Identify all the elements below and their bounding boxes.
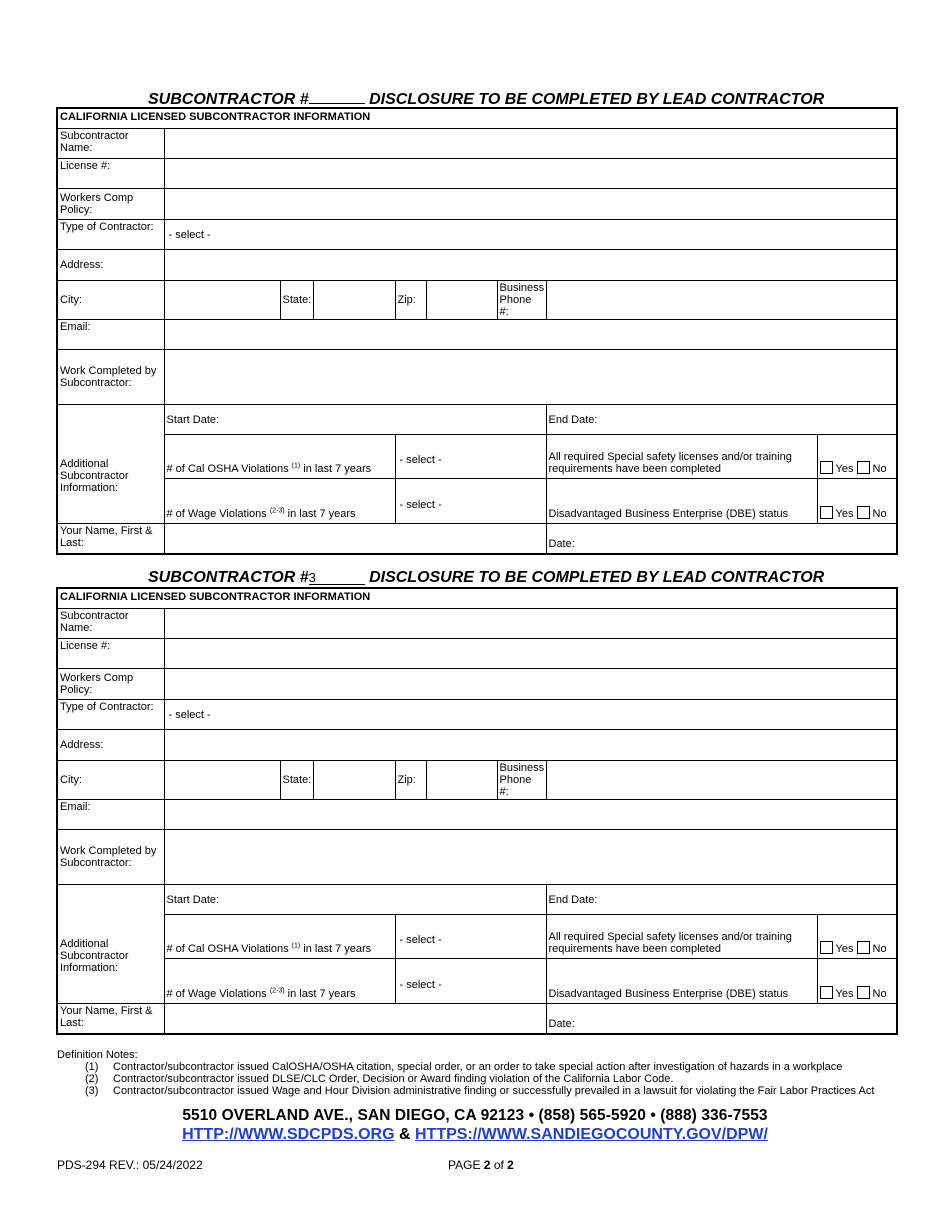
- workers-comp-field[interactable]: [164, 189, 897, 220]
- label-work-completed: Work Completed by Subcontractor:: [57, 350, 164, 405]
- sandiegocounty-dpw-link[interactable]: HTTPS://WWW.SANDIEGOCOUNTY.GOV/DPW/: [415, 1126, 768, 1143]
- label-address: Address:: [57, 250, 164, 281]
- page-number: PAGE 2 of 2: [448, 1158, 514, 1172]
- label-your-name: Your Name, First & Last:: [57, 1004, 164, 1034]
- label-business-phone: Business Phone #:: [497, 281, 546, 320]
- sdcpds-link[interactable]: HTTP://WWW.SDCPDS.ORG: [182, 1126, 395, 1143]
- label-subcontractor-name: Subcontractor Name:: [57, 609, 164, 639]
- your-name-field[interactable]: [164, 524, 546, 554]
- osha-violations-select[interactable]: - select -: [395, 915, 546, 959]
- section-header: CALIFORNIA LICENSED SUBCONTRACTOR INFORMATION: [57, 588, 897, 609]
- form-id: PDS-294 REV.: 05/24/2022: [57, 1158, 203, 1172]
- dbe-no-checkbox[interactable]: [857, 506, 870, 519]
- label-workers-comp: Workers Comp Policy:: [57, 189, 164, 220]
- subcontractor-form-1: [56, 107, 896, 555]
- date-field[interactable]: Date:: [546, 1004, 897, 1034]
- contractor-type-select[interactable]: - select -: [164, 700, 897, 730]
- subcontractor-form-2: [56, 587, 896, 1035]
- definition-notes: [57, 1049, 874, 1097]
- section-2-title: SUBCONTRACTOR #3 DISCLOSURE TO BE COMPLETED BY LEAD CONTRACTOR: [148, 569, 825, 586]
- date-field[interactable]: Date:: [546, 524, 897, 554]
- safety-no-checkbox[interactable]: [857, 461, 870, 474]
- email-field[interactable]: [164, 800, 897, 830]
- label-dbe-status: Disadvantaged Business Enterprise (DBE) status: [546, 959, 817, 1004]
- safety-no-checkbox[interactable]: [857, 941, 870, 954]
- dbe-no-checkbox[interactable]: [857, 986, 870, 999]
- state-field[interactable]: [313, 281, 395, 320]
- label-contractor-type: Type of Contractor:: [57, 220, 164, 250]
- label-workers-comp: Workers Comp Policy:: [57, 669, 164, 700]
- label-email: Email:: [57, 800, 164, 830]
- label-your-name: Your Name, First & Last:: [57, 524, 164, 554]
- contractor-type-select[interactable]: - select -: [164, 220, 897, 250]
- subcontractor-name-field[interactable]: [164, 129, 897, 159]
- zip-field[interactable]: [426, 281, 497, 320]
- license-field[interactable]: [164, 639, 897, 669]
- label-safety-licenses: All required Special safety licenses and/or training requirements have been completed: [546, 435, 817, 479]
- workers-comp-field[interactable]: [164, 669, 897, 700]
- label-zip: Zip:: [395, 281, 426, 320]
- wage-violations-select[interactable]: - select -: [395, 959, 546, 1004]
- office-address: 5510 OVERLAND AVE., SAN DIEGO, CA 92123 • (858) 565-5920 • (888) 336-7553: [182, 1107, 768, 1124]
- label-osha-violations: # of Cal OSHA Violations $^{(1)}$ in last 7 years: [164, 435, 395, 479]
- label-subcontractor-name: Subcontractor Name:: [57, 129, 164, 159]
- work-completed-field[interactable]: [164, 830, 897, 885]
- label-license: License #:: [57, 159, 164, 189]
- license-field[interactable]: [164, 159, 897, 189]
- safety-yes-checkbox[interactable]: [820, 461, 833, 474]
- label-safety-licenses: All required Special safety licenses and/or training requirements have been completed: [546, 915, 817, 959]
- city-field[interactable]: [164, 761, 280, 800]
- start-date-field[interactable]: Start Date:: [164, 885, 546, 915]
- label-address: Address:: [57, 730, 164, 761]
- label-additional-info: Additional Subcontractor Information:: [57, 885, 164, 1004]
- label-osha-violations: # of Cal OSHA Violations $^{(1)}$ in last 7 years: [164, 915, 395, 959]
- subcontractor-number-field[interactable]: 3: [309, 570, 365, 585]
- subcontractor-number-field[interactable]: [309, 89, 365, 104]
- dbe-yes-no: Yes No: [817, 959, 897, 1004]
- safety-yes-no: Yes No: [817, 915, 897, 959]
- end-date-field[interactable]: End Date:: [546, 405, 897, 435]
- section-header: CALIFORNIA LICENSED SUBCONTRACTOR INFORMATION: [57, 108, 897, 129]
- state-field[interactable]: [313, 761, 395, 800]
- label-email: Email:: [57, 320, 164, 350]
- business-phone-field[interactable]: [546, 281, 897, 320]
- zip-field[interactable]: [426, 761, 497, 800]
- subcontractor-name-field[interactable]: [164, 609, 897, 639]
- dbe-yes-checkbox[interactable]: [820, 506, 833, 519]
- label-contractor-type: Type of Contractor:: [57, 700, 164, 730]
- label-city: City:: [57, 761, 164, 800]
- note-item: (2) Contractor/subcontractor issued DLSE/CLC Order, Decision or Award finding violation of the California Labor Code.: [85, 1073, 674, 1085]
- label-city: City:: [57, 281, 164, 320]
- wage-violations-select[interactable]: - select -: [395, 479, 546, 524]
- address-field[interactable]: [164, 250, 897, 281]
- note-item: (1) Contractor/subcontractor issued CalOSHA/OSHA citation, special order, or an order to take special action after investigation of hazards in a workplace: [85, 1061, 843, 1073]
- work-completed-field[interactable]: [164, 350, 897, 405]
- business-phone-field[interactable]: [546, 761, 897, 800]
- label-state: State:: [280, 761, 313, 800]
- email-field[interactable]: [164, 320, 897, 350]
- osha-violations-select[interactable]: - select -: [395, 435, 546, 479]
- label-wage-violations: # of Wage Violations $^{(2-3)}$ in last 7 years: [164, 479, 395, 524]
- label-zip: Zip:: [395, 761, 426, 800]
- safety-yes-checkbox[interactable]: [820, 941, 833, 954]
- label-license: License #:: [57, 639, 164, 669]
- notes-heading: Definition Notes:: [57, 1049, 138, 1061]
- footer-links: HTTP://WWW.SDCPDS.ORG & HTTPS://WWW.SANDIEGOCOUNTY.GOV/DPW/: [182, 1126, 768, 1143]
- dbe-yes-checkbox[interactable]: [820, 986, 833, 999]
- city-field[interactable]: [164, 281, 280, 320]
- end-date-field[interactable]: End Date:: [546, 885, 897, 915]
- dbe-yes-no: Yes No: [817, 479, 897, 524]
- label-work-completed: Work Completed by Subcontractor:: [57, 830, 164, 885]
- your-name-field[interactable]: [164, 1004, 546, 1034]
- address-field[interactable]: [164, 730, 897, 761]
- label-additional-info: Additional Subcontractor Information:: [57, 405, 164, 524]
- label-state: State:: [280, 281, 313, 320]
- section-1-title: SUBCONTRACTOR # DISCLOSURE TO BE COMPLETED BY LEAD CONTRACTOR: [148, 91, 825, 108]
- label-dbe-status: Disadvantaged Business Enterprise (DBE) status: [546, 479, 817, 524]
- start-date-field[interactable]: Start Date:: [164, 405, 546, 435]
- label-wage-violations: # of Wage Violations $^{(2-3)}$ in last 7 years: [164, 959, 395, 1004]
- safety-yes-no: Yes No: [817, 435, 897, 479]
- note-item: (3) Contractor/subcontractor issued Wage and Hour Division administrative finding or successfully prevailed in a lawsuit for violating the Fair Labor Practices Act: [85, 1085, 875, 1097]
- label-business-phone: Business Phone #:: [497, 761, 546, 800]
